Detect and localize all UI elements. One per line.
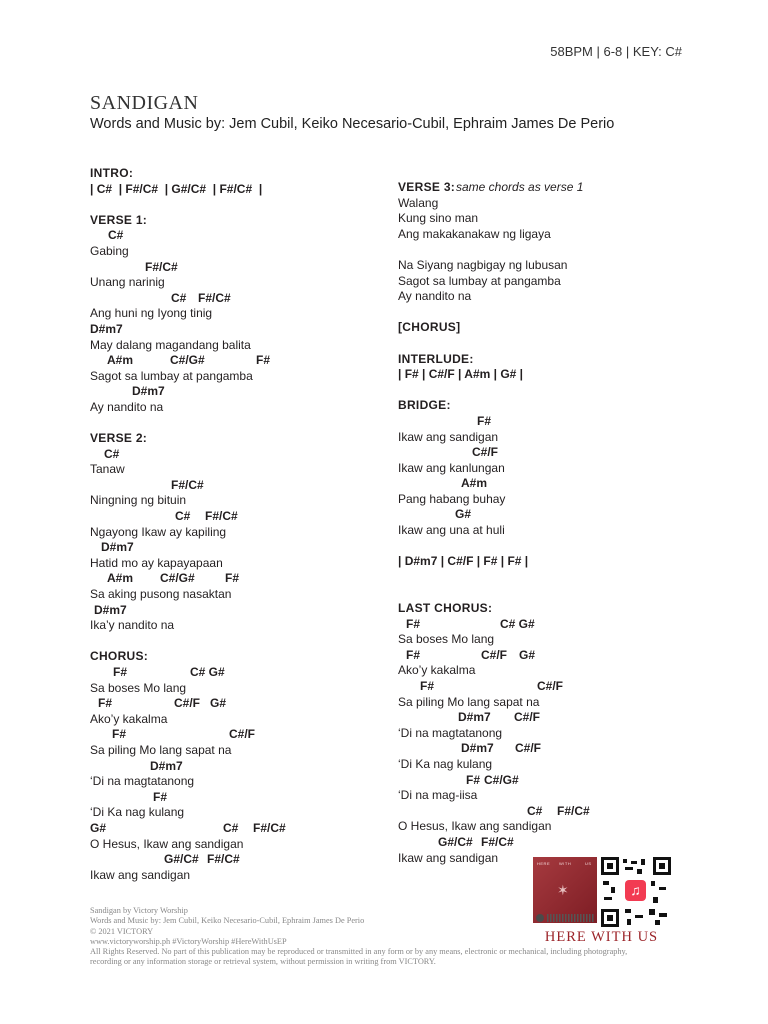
chord: C# G#: [500, 616, 535, 631]
chord: C#/G#: [484, 772, 519, 787]
section-header: [90, 166, 390, 182]
lyric-line: [90, 338, 390, 354]
section-header: [90, 431, 390, 447]
section-header: [398, 601, 698, 617]
qr-module: [649, 909, 655, 915]
chord-line: [90, 540, 390, 556]
chord: C#: [527, 803, 543, 818]
progression-text: | C# | F#/C# | G#/C# | F#/C# |: [90, 181, 263, 196]
chord-line: [90, 322, 390, 338]
chord: F#: [225, 571, 240, 586]
chord-progression: [398, 554, 698, 570]
lyric-line: [398, 211, 698, 227]
lyric-text: Gabing: [90, 243, 129, 258]
progression-text: | F# | C#/F | A#m | G# |: [398, 367, 524, 382]
chord: F#: [112, 727, 127, 742]
lyric-text: Ikaw ang sandigan: [398, 850, 499, 865]
qr-module: [623, 859, 627, 863]
chord-line: [90, 228, 390, 244]
lyric-text: Hatid mo ay kapayapaan: [90, 555, 223, 570]
chord: F#: [477, 413, 492, 428]
qr-module: [655, 920, 660, 925]
lyric-text: Ika’y nandito na: [90, 618, 175, 633]
lyric-text: Ikaw ang sandigan: [398, 429, 499, 444]
lyric-line: [90, 306, 390, 322]
spacer: [90, 197, 390, 213]
lyric-line: [398, 274, 698, 290]
lyric-text: Ikaw ang kanlungan: [398, 460, 505, 475]
album-title: HERE WITH US: [544, 929, 659, 945]
lyric-text: ‘Di na mag-iisa: [398, 788, 478, 803]
lyric-text: Ay nandito na: [90, 399, 164, 414]
footer-line: recording or any information storage or retrieval system, without permission in writing from VICTORY.: [90, 957, 436, 967]
lyric-text: Ngayong Ikaw ay kapiling: [90, 524, 227, 539]
chord: C#: [104, 446, 120, 461]
chord: F#: [256, 353, 271, 368]
cover-word: HERE: [537, 861, 551, 866]
chord-line: [398, 617, 698, 633]
progression-text: | D#m7 | C#/F | F# | F# |: [398, 554, 529, 569]
section-label: VERSE 1:: [90, 212, 148, 227]
lyric-line: [90, 275, 390, 291]
section-header: [90, 213, 390, 229]
chord-line: [90, 727, 390, 743]
lyric-text: Unang narinig: [90, 275, 165, 290]
chord: G#: [519, 647, 536, 662]
chord: F#: [420, 679, 435, 693]
chord: C#: [175, 509, 191, 524]
chord-line: [398, 773, 698, 789]
lyric-line: [90, 837, 390, 853]
lyric-text: O Hesus, Ikaw ang sandigan: [90, 836, 244, 851]
lyric-text: Sa boses Mo lang: [90, 680, 187, 695]
chord-line: [90, 759, 390, 775]
chord-line: [398, 414, 698, 430]
lyric-text: Walang: [398, 195, 439, 210]
lyric-line: [90, 462, 390, 478]
qr-module: [625, 909, 631, 913]
chord-line: [90, 790, 390, 806]
lyric-line: [398, 632, 698, 648]
chord-line: [398, 476, 698, 492]
chord: D#m7: [94, 602, 127, 617]
footer-line: All Rights Reserved. No part of this publication may be reproduced or transmitted in any form or by any means, electronic or mechanical, including photography,: [90, 947, 628, 957]
chord-line: [90, 665, 390, 681]
section-label: [CHORUS]: [398, 320, 461, 335]
footer-line: Sandigan by Victory Worship: [90, 906, 188, 915]
spacer: [90, 416, 390, 432]
lyric-line: [398, 523, 698, 539]
lyric-text: ‘Di Ka nag kulang: [398, 756, 493, 771]
chord: F#/C#: [145, 259, 178, 274]
qr-module: [625, 867, 633, 870]
lyric-line: [398, 492, 698, 508]
chord: C#/F: [537, 679, 564, 693]
chord: F#/C#: [253, 820, 286, 835]
lyric-text: Sa boses Mo lang: [398, 632, 495, 647]
chord: G#/C#: [438, 834, 473, 849]
lyric-text: Ang huni ng Iyong tinig: [90, 306, 213, 321]
chord-line: [398, 445, 698, 461]
lyric-text: Sagot sa lumbay at pangamba: [90, 368, 253, 383]
lyric-text: O Hesus, Ikaw ang sandigan: [398, 819, 552, 834]
chord: G#: [210, 696, 227, 711]
lyric-text: ‘Di Ka nag kulang: [90, 805, 185, 820]
lyric-line: [90, 712, 390, 728]
lyric-text: Ang makakanakaw ng ligaya: [398, 226, 551, 241]
chord-line: [90, 260, 390, 276]
lyric-line: [90, 868, 390, 884]
lyric-text: Ningning ng bituin: [90, 493, 187, 508]
apple-music-icon: ♫: [625, 880, 646, 901]
chord: G#/C#: [164, 852, 199, 867]
section-header: [398, 352, 698, 368]
chord: C#: [108, 228, 124, 243]
star-icon: ✶: [557, 882, 569, 898]
chord: A#m: [461, 476, 488, 491]
lyric-line: [398, 695, 698, 711]
qr-module: [604, 897, 612, 900]
chord: F#: [406, 647, 421, 662]
chord-line: [90, 571, 390, 587]
chord-line: [90, 291, 390, 307]
lyric-text: Sa aking pusong nasaktan: [90, 587, 232, 602]
chord-line: [398, 835, 698, 851]
chord: F#: [466, 772, 481, 787]
spacer: [90, 634, 390, 650]
lyric-text: May dalang magandang balita: [90, 337, 251, 352]
qr-module: [611, 887, 615, 893]
qr-module: [651, 881, 655, 886]
chord-line: [398, 507, 698, 523]
lyric-text: Na Siyang nagbigay ng lubusan: [398, 257, 568, 272]
spacer: [398, 585, 698, 601]
section-label: INTERLUDE:: [398, 351, 474, 366]
lyric-line: [398, 663, 698, 679]
chord-line: [398, 804, 698, 820]
song-title: SANDIGAN: [90, 92, 199, 114]
qr-module: [637, 869, 642, 874]
lyric-line: [90, 525, 390, 541]
lyric-text: ‘Di na magtatanong: [90, 774, 195, 789]
chord: D#m7: [150, 758, 183, 773]
chord: G#: [90, 820, 107, 835]
lyric-line: [90, 805, 390, 821]
footer-line: Words and Music by: Jem Cubil, Keiko Necesario-Cubil, Ephraim James De Perio: [90, 916, 365, 926]
section-header: [398, 180, 698, 196]
chord-line: [90, 384, 390, 400]
chord: C#/F: [472, 445, 499, 460]
chord-progression: [90, 182, 390, 198]
lyric-line: [90, 681, 390, 697]
lyric-text: Pang habang buhay: [398, 491, 506, 506]
chord: C#/F: [515, 741, 542, 756]
chord: F#/C#: [207, 852, 240, 867]
lyric-text: Ikaw ang una at huli: [398, 523, 505, 538]
section-label: LAST CHORUS:: [398, 601, 493, 616]
chord: F#/C#: [205, 509, 238, 524]
lyric-line: [398, 788, 698, 804]
lyric-line: [90, 774, 390, 790]
chord-line: [90, 447, 390, 463]
chord-line: [90, 821, 390, 837]
spotify-code-icon[interactable]: [533, 911, 597, 925]
qr-module: [603, 881, 609, 885]
chord: C#: [171, 290, 187, 305]
qr-eye: [653, 857, 671, 875]
chord: F#: [406, 616, 421, 631]
spacer: [398, 383, 698, 399]
lyric-text: Ako’y kakalma: [90, 711, 168, 726]
lyric-line: [398, 757, 698, 773]
left-column: [90, 166, 390, 883]
spacer: [398, 570, 698, 586]
lyric-line: [90, 743, 390, 759]
lyric-text: ‘Di na magtatanong: [398, 725, 503, 740]
lyric-line: [398, 430, 698, 446]
chord: C#/F: [514, 710, 541, 725]
chord-line: [90, 603, 390, 619]
lyric-text: Tanaw: [90, 462, 125, 477]
chord-progression: [398, 367, 698, 383]
chord: A#m: [107, 571, 134, 586]
footer-line: www.victoryworship.ph #VictoryWorship #HereWithUsEP: [90, 936, 287, 946]
lyric-text: Sa piling Mo lang sapat na: [398, 694, 540, 709]
section-label: VERSE 3:: [398, 180, 456, 194]
section-header: [398, 320, 698, 336]
chord-line: [398, 710, 698, 726]
chord: C#: [223, 820, 239, 835]
chord: C#/F: [481, 647, 508, 662]
qr-eye: [601, 909, 619, 927]
lyric-line: [90, 493, 390, 509]
lyric-line: [398, 819, 698, 835]
lyric-line: [398, 461, 698, 477]
lyric-line: [398, 289, 698, 305]
chord: F#/C#: [481, 834, 514, 849]
cover-word: US: [585, 861, 592, 866]
section-label: VERSE 2:: [90, 431, 148, 446]
lyric-line: [398, 258, 698, 274]
chord-line: [398, 741, 698, 757]
lyric-line: [398, 227, 698, 243]
spacer: [398, 305, 698, 321]
section-header: [90, 649, 390, 665]
chord: C#/F: [229, 727, 256, 742]
section-note: same chords as verse 1: [456, 180, 584, 194]
chord: F#: [113, 665, 128, 679]
lyric-text: Ako’y kakalma: [398, 663, 476, 678]
section-label: INTRO:: [90, 166, 134, 180]
lyric-text: Sa piling Mo lang sapat na: [90, 742, 232, 757]
lyric-line: [90, 556, 390, 572]
lyric-text: Kung sino man: [398, 211, 479, 226]
footer-line: © 2021 VICTORY: [90, 926, 154, 936]
section-label: CHORUS:: [90, 649, 149, 664]
chord: F#/C#: [557, 803, 590, 818]
chord-line: [398, 679, 698, 695]
chord-line: [90, 509, 390, 525]
chord: A#m: [107, 353, 134, 368]
chord-line: [90, 852, 390, 868]
qr-eye: [601, 857, 619, 875]
right-column: [398, 180, 698, 866]
qr-code-icon[interactable]: [601, 857, 671, 927]
lyric-line: [90, 587, 390, 603]
lyric-line: [90, 618, 390, 634]
lyric-line: [398, 196, 698, 212]
chord: C#/G#: [160, 571, 195, 586]
qr-module: [641, 859, 645, 865]
lyric-text: Ikaw ang sandigan: [90, 867, 191, 882]
chord: D#m7: [458, 710, 491, 725]
song-credits: Words and Music by: Jem Cubil, Keiko Necesario-Cubil, Ephraim James De Perio: [90, 116, 615, 132]
lyric-text: Ay nandito na: [398, 289, 472, 304]
section-label: BRIDGE:: [398, 398, 451, 413]
qr-module: [653, 897, 658, 903]
chord: C#/F: [174, 696, 201, 711]
chord: C#/G#: [170, 353, 205, 368]
qr-module: [659, 913, 667, 917]
lyric-text: Sagot sa lumbay at pangamba: [398, 273, 561, 288]
chord: D#m7: [101, 540, 134, 555]
qr-module: [635, 915, 643, 918]
chord: F#/C#: [198, 290, 231, 305]
spotify-bars: [547, 914, 595, 922]
chord-line: [90, 696, 390, 712]
spotify-logo-icon: [536, 914, 544, 922]
chord: F#/C#: [171, 477, 204, 492]
section-header: [398, 398, 698, 414]
spacer: [398, 336, 698, 352]
chord-line: [90, 478, 390, 494]
song-meta: 58BPM | 6-8 | KEY: C#: [550, 44, 682, 59]
chord: G#: [455, 507, 472, 522]
lyric-line: [90, 369, 390, 385]
lyric-line: [398, 726, 698, 742]
chord-line: [398, 648, 698, 664]
lyric-line: [90, 400, 390, 416]
spacer: [398, 539, 698, 555]
lyric-line: [90, 244, 390, 260]
spacer: [398, 242, 698, 258]
chord: C# G#: [190, 665, 225, 679]
chord-line: [90, 353, 390, 369]
chord: D#m7: [132, 384, 165, 399]
chord: F#: [98, 696, 113, 711]
qr-module: [659, 887, 666, 890]
chord: F#: [153, 789, 168, 804]
cover-word: WITH: [559, 861, 572, 866]
chord: D#m7: [90, 321, 123, 336]
qr-module: [631, 861, 637, 864]
chord: D#m7: [461, 741, 494, 756]
qr-module: [627, 919, 631, 925]
